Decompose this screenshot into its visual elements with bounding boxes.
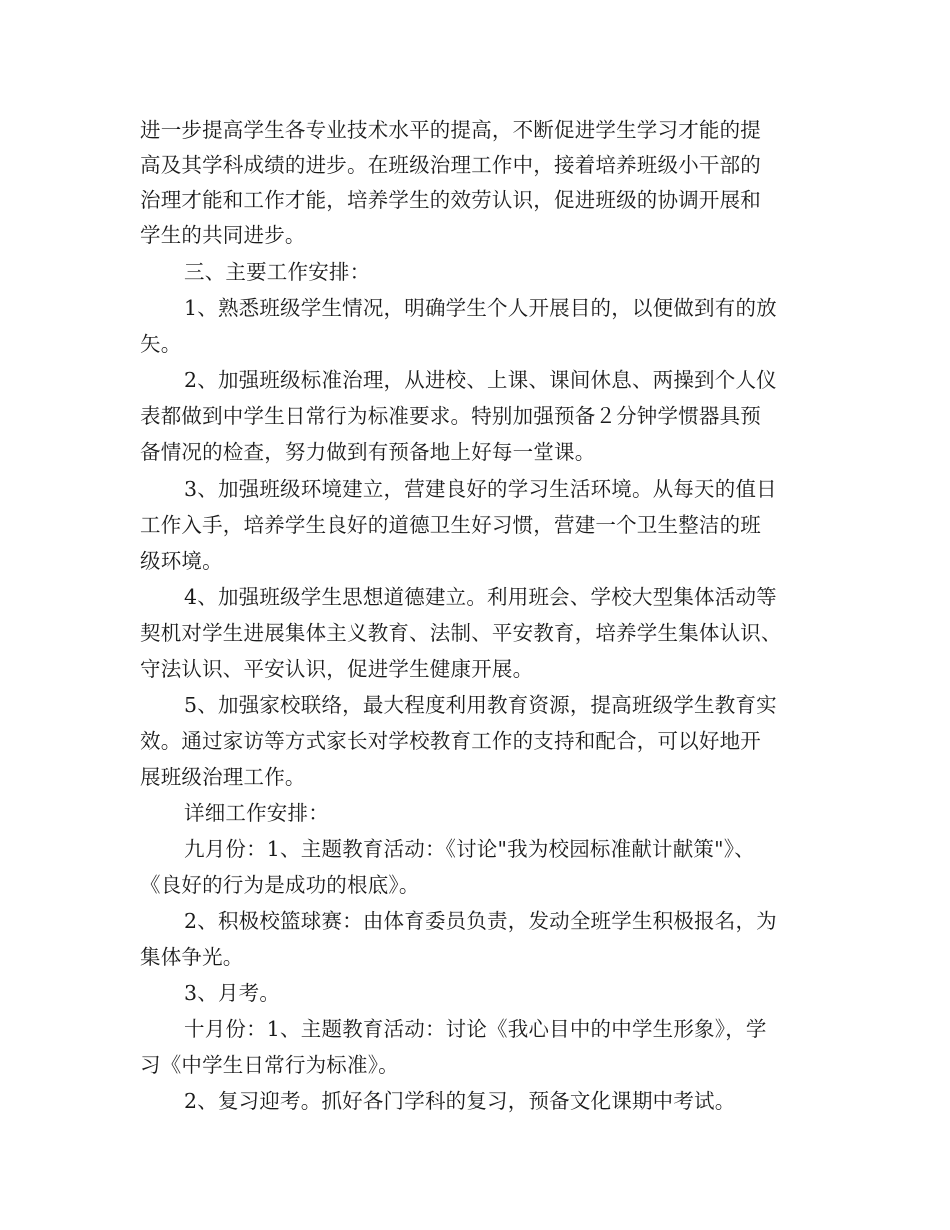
text-line: 效。通过家访等方式家长对学校教育工作的支持和配合，可以好地开: [140, 729, 761, 753]
text-line: 进一步提高学生各专业技术水平的提高，不断促进学生学习才能的提: [140, 118, 761, 142]
text-line: 十月份：1、主题教育活动：讨论《我心目中的中学生形象》，学: [184, 1017, 767, 1041]
text-line: 集体争光。: [140, 945, 244, 969]
text-line: 2、积极校篮球赛：由体育委员负责，发动全班学生积极报名，为: [184, 909, 777, 933]
text-line: 级环境。: [140, 549, 223, 573]
text-line: 习《中学生日常行为标准》。: [140, 1053, 399, 1077]
text-line: 展班级治理工作。: [140, 765, 306, 789]
text-line: 治理才能和工作才能，培养学生的效劳认识，促进班级的协调开展和: [140, 188, 761, 212]
text-line: 2、复习迎考。抓好各门学科的复习，预备文化课期中考试。: [184, 1089, 736, 1113]
text-line: 3、加强班级环境建立，营建良好的学习生活环境。从每天的值日: [184, 477, 777, 501]
text-line: 表都做到中学生日常行为标准要求。特别加强预备２分钟学惯器具预: [140, 404, 761, 428]
text-line: 3、月考。: [184, 981, 281, 1005]
text-line: 4、加强班级学生思想道德建立。利用班会、学校大型集体活动等: [184, 585, 777, 609]
text-line: 九月份：1、主题教育活动：《讨论"我为校园标准献计献策"》、: [184, 837, 755, 861]
text-line: 2、加强班级标准治理，从进校、上课、课间休息、两操到个人仪: [184, 368, 777, 392]
text-line: 5、加强家校联络，最大程度利用教育资源，提高班级学生教育实: [184, 693, 777, 717]
text-line: 高及其学科成绩的进步。在班级治理工作中，接着培养班级小干部的: [140, 153, 761, 177]
text-line: 1、熟悉班级学生情况，明确学生个人开展目的，以便做到有的放: [184, 296, 777, 320]
text-line: 契机对学生进展集体主义教育、法制、平安教育，培养学生集体认识、: [140, 621, 782, 645]
section-heading: 三、主要工作安排：: [184, 260, 371, 284]
text-line: 备情况的检查，努力做到有预备地上好每一堂课。: [140, 440, 596, 464]
text-line: 守法认识、平安认识，促进学生健康开展。: [140, 657, 534, 681]
section-heading: 详细工作安排：: [184, 801, 329, 825]
text-line: 矢。: [140, 332, 182, 356]
text-line: 《良好的行为是成功的根底》。: [140, 873, 420, 897]
text-line: 学生的共同进步。: [140, 223, 306, 247]
text-line: 工作入手，培养学生良好的道德卫生好习惯，营建一个卫生整洁的班: [140, 513, 761, 537]
